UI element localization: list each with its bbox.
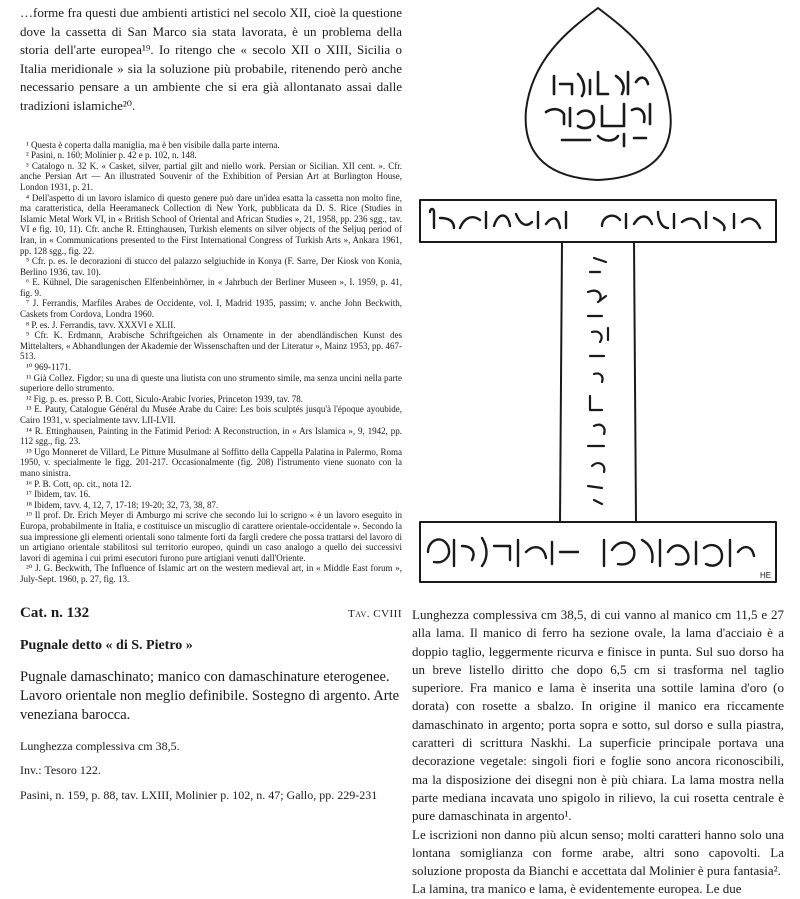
footnote: ²⁰ J. G. Beckwith, The Influence of Islamic art on the western medieval art, in « Middle East forum », July-Sept. 1960, p. 27, fig. 13. — [20, 563, 402, 584]
footnote: ⁶ E. Kühnel, Die saragenischen Elfenbeinhörner, in « Jahrbuch der Berliner Museen », I. 1959, p. 41, fig. 9. — [20, 277, 402, 298]
pommel-inscription — [546, 72, 650, 146]
plate-reference: Tav. CVIII — [347, 607, 402, 620]
footnote: ⁷ J. Ferrandis, Marfiles Arabes de Occidente, vol. I, Madrid 1935, passim; v. anche John Beckwith, Caskets from Cordova, Londra 1960. — [20, 298, 402, 320]
left-column — [20, 4, 402, 802]
dagger-inscription-drawing — [412, 0, 784, 596]
footnote: ¹⁷ Ibidem, tav. 16. — [26, 489, 91, 500]
grip-inscription — [588, 258, 608, 504]
object-description: Pugnale damaschinato; manico con damaschinature eterogenee. Lavoro orientale non meglio definibile. Sostegno di argento. Arte veneziana barocca. — [20, 668, 400, 723]
object-length: Lunghezza complessiva cm 38,5. — [20, 738, 180, 753]
lower-band-inscription — [428, 538, 754, 566]
footnote: ¹⁴ R. Ettinghausen, Painting in the Fatimid Period: A Reconstruction, in « Ars Islamica », 9, 1942, pp. 112 sgg., fig. 23. — [20, 425, 402, 447]
footnote: ¹² Fig. p. es. presso P. B. Cott, Siculo-Arabic Ivories, Princeton 1939, tav. 78. — [26, 393, 304, 404]
crossguard — [420, 200, 776, 242]
footnote: ¹⁶ P. B. Cott, op. cit., nota 12. — [26, 478, 132, 489]
footnote: ¹⁵ Ugo Monneret de Villard, Le Pitture Musulmane al Soffitto della Cappella Palatina in Palermo, Roma 1950, v. specialmente le figg. 201-217. Occasionalmente (fig. 208) l'istrumento viene suonato con la mano sinistra. — [20, 446, 402, 478]
footnote: ¹³ E. Pauty, Catalogue Général du Musée Arabe du Caire: Les bois sculptés jusqu'à l'époque ayoubide, Cairo 1931, v. specialmente tavv. LII-LVII. — [20, 404, 402, 425]
footnote: ¹⁰ 969-1171. — [26, 362, 71, 373]
description-paragraph: La lamina, tra manico e lama, è evidentemente europea. Le due — [412, 881, 742, 897]
grip — [560, 242, 636, 522]
footnote: ⁸ P. es. J. Ferrandis, tavv. XXXVI e XLII. — [26, 319, 176, 330]
footnote: ¹⁹ Il prof. Dr. Erich Meyer di Amburgo mi scrive che secondo lui lo scrigno « è un lavoro eseguito in Europa, probabilmente in Italia, e costituisce un miscuglio di carattere orientale-occidentale ». Secondo la sua impressione gli elementi orientali sono talmente forti da farglì credere che possa trattarsi del lavoro di un artigiano orientale stabilitosi sul territorio europeo, quindi un caso analogo a quello dei successivi lavori di agemina i cui primi esecutori furono pure artigiani venuti dall'Oriente. — [20, 510, 402, 563]
footnote: ⁵ Cfr. p. es. le decorazioni di stucco del palazzo selgiuchide in Konya (F. Sarre, Der Kiosk von Konia, Berlino 1936, tav. 10). — [20, 256, 402, 277]
inventory-number: Inv.: Tesoro 122. — [20, 763, 101, 777]
crossguard-inscription — [430, 209, 760, 230]
footnote: ¹⁸ Ibidem, tavv. 4, 12, 7, 17-18; 19-20; 32, 73, 38, 87. — [26, 499, 219, 510]
footnote: ⁴ Dell'aspetto di un lavoro islamico di questo genere può dare un'idea esatta la cassetta non molto fine, ma caratteristica, della Heeramaneck Collection di New York, pubblicata da D. S. Rice (Studies in Islamic Metal Work VI, in « British School of Oriental and African Studies », 21, 1958, pp. 236 sgg., tav. VI e fig. 10, 11). Cfr. anche R. Ettinghausen, Turkish elements on silver objects of the Seljuq period of Iran, in « Communications presented to the First International Congress of Turkish Arts », Ankara 1961, pp. 128 sgg., fig. 22. — [20, 192, 402, 256]
footnote: ¹¹ Già Collez. Figdor; su una di queste una liutista con uno strumento simile, ma senza uncini nella parte superiore dello strumento. — [20, 372, 402, 394]
artist-signature: HE — [760, 571, 772, 580]
description-text — [412, 606, 784, 899]
footnote: ² Pasini, n. 160; Molinier p. 42 e p. 102, n. 148. — [26, 150, 197, 161]
description-paragraph: Lunghezza complessiva cm 38,5, di cui vanno al manico cm 11,5 e 27 alla lama. Il manico di ferro ha sezione ovale, la lama d'acciaio è a doppio taglio, leggermente ricurva e finisce in punta. Sul suo dorso ha un breve listello diritto che dopo 6,5 cm si trasforma nel taglio superiore. Fra manico e lama è inserita una sottile lamina d'oro (o dorata) con rosette a sbalzo. In origine il manico era riccamente damaschinato in argento; porta sopra e sotto, sul dorso e sulla piastra, caratteri di scrittura Naskhi. La superficie principale portava una decorazione vegetale: singoli fiori e foglie sono ancora riconoscibili, ma la disposizione dei disegni non è più chiara. La lama mostra nella parte mediana incavata uno spigolo in rilievo, la cui rosetta centrale è pure damaschinata in argento¹. — [412, 607, 784, 824]
footnote: ¹ Questa è coperta dalla maniglia, ma è ben visibile dalla parte interna. — [26, 139, 280, 150]
footnote: ⁹ Cfr. K. Erdmann, Arabische Schriftgeichen als Ornamente in der abendländischen Kunst des Mittelalters, « Abhandlungen der Akademie der Wissenschaften und der Literatur », Mainz 1953, pp. 467-513. — [20, 330, 402, 362]
footnotes — [20, 140, 402, 585]
intro-paragraph: …forme fra questi due ambienti artistici nel secolo XII, cioè la questione dove la cassetta di San Marco sia stata lavorata, è un problema della storia dell'arte europea¹⁹. Io ritengo che « secolo XII o XIII, Sicilia o Italia meridionale » sia la soluzione più probabile, ritenendo però anche necessario pensare a un ambiente che si era già allontanato assai dalle tradizioni islamiche²⁰. — [20, 5, 402, 113]
catalog-header — [20, 605, 402, 622]
description-paragraph: Le iscrizioni non danno più alcun senso; molti caratteri hanno solo una lontana somiglianza con forme arabe, altri sono capovolti. La soluzione proposta da Bianchi e accettata dal Molinier è pura fantasia². — [412, 826, 784, 879]
catalog-number: Cat. n. 132 — [20, 604, 90, 621]
bibliography: Pasini, n. 159, p. 88, tav. LXIII, Molinier p. 102, n. 47; Gallo, pp. 229-231 — [20, 787, 378, 802]
footnote: ³ Catalogo n. 32 K. « Casket, silver, partial gilt and niello work. Persian or Sicilian. XII cent. ». Cfr. anche Persian Art — An illustrated Souvenir of the Exhibition of Persian Art at Burlington House, London 1931, p. 21. — [20, 160, 402, 192]
object-title: Pugnale detto « di S. Pietro » — [20, 637, 193, 653]
